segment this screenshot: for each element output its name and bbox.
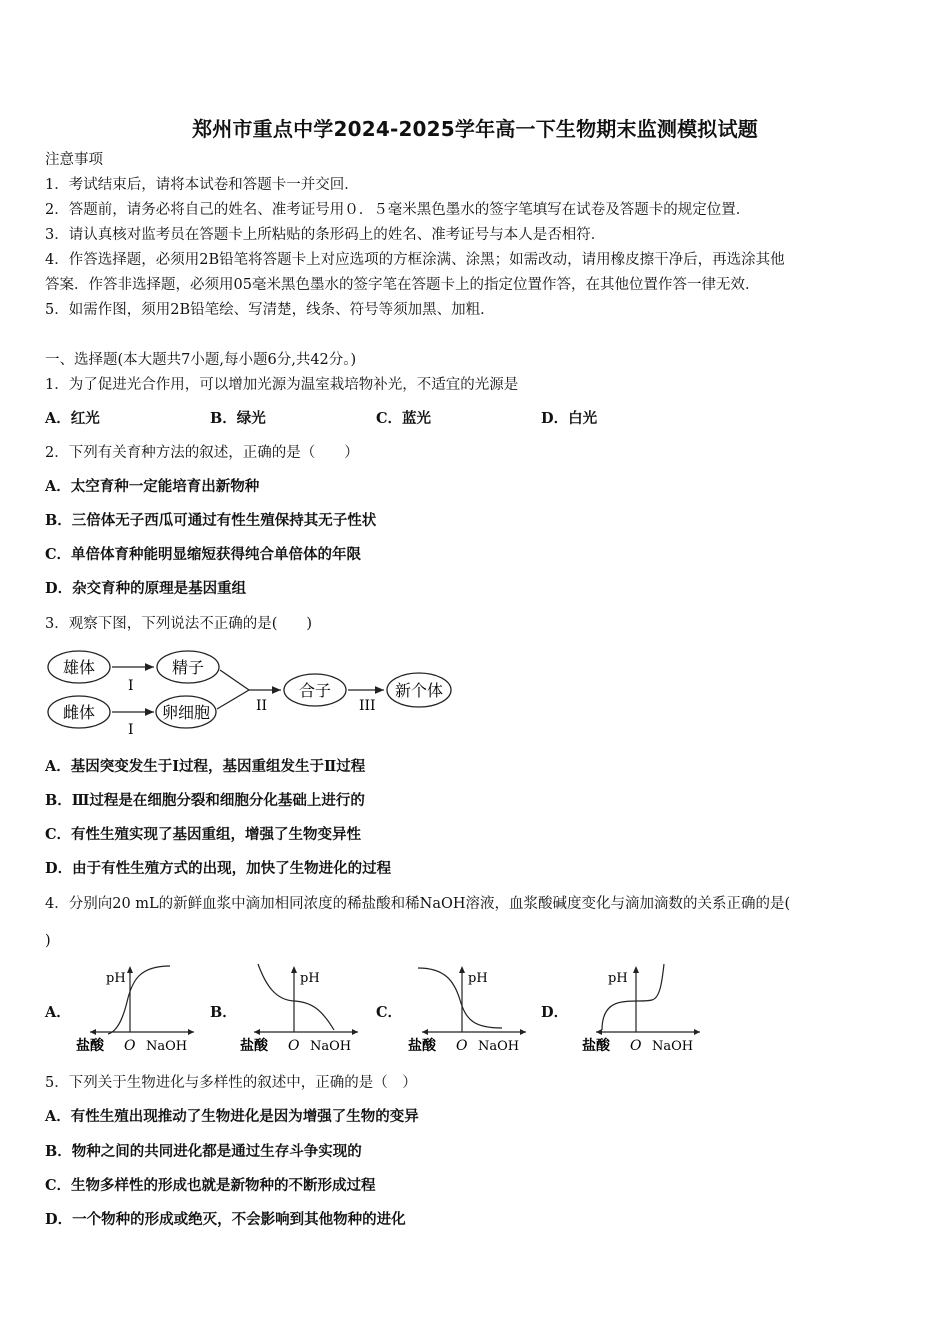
curve [258,964,334,1030]
option-a: A．有性生殖出现推动了生物进化是因为增强了生物的变异 [45,1108,419,1125]
question-stem: 1．为了促进光合作用，可以增加光源为温室栽培物补光，不适宜的光源是 [45,377,519,393]
x-left-label: 盐酸 [240,1038,268,1054]
y-axis-label: pH [300,971,320,986]
question-stem-end: ) [45,933,51,949]
option-a: A．太空育种一定能培育出新物种 [45,478,260,495]
x-right-label: NaOH [478,1039,520,1054]
graph-c [404,962,534,1054]
question-stem: 5．下列关于生物进化与多样性的叙述中，正确的是（ ） [45,1075,417,1091]
notice-item: 答案．作答非选择题，必须用05毫米黑色墨水的签字笔在答题卡上的指定位置作答，在其他位置作答一律无效． [45,277,760,293]
page-title: 郑州市重点中学2024-2025学年高一下生物期末监测模拟试题 [192,117,758,141]
curve [418,968,502,1028]
step-label: II [256,698,268,714]
newbody-label: 新个体 [394,681,444,700]
option-c: C． [376,1004,403,1021]
option-a: A．红光 [45,410,100,427]
egg-label: 卵细胞 [161,703,211,722]
x-right-label: NaOH [652,1039,694,1054]
y-axis-label: pH [106,971,126,986]
option-b: B．Ⅲ过程是在细胞分裂和细胞分化基础上进行的 [45,792,365,809]
option-d: D．一个物种的形成或绝灭，不会影响到其他物种的进化 [45,1211,406,1228]
y-axis-label: pH [608,971,628,986]
graph-a [72,962,202,1054]
option-d: D．白光 [541,410,598,427]
x-right-label: NaOH [310,1039,352,1054]
question-stem: 3．观察下图，下列说法不正确的是( ) [45,616,313,632]
origin-label: O [288,1038,300,1054]
option-b: B．三倍体无子西瓜可通过有性生殖保持其无子性状 [45,512,377,529]
origin-label: O [630,1038,642,1054]
option-c: C．单倍体育种能明显缩短获得纯合单倍体的年限 [45,546,362,563]
question-stem: 4．分别向20 mL的新鲜血浆中滴加相同浓度的稀盐酸和稀NaOH溶液，血浆酸碱度变化与滴加滴数的关系正确的是( [45,896,791,912]
notice-item: 4．作答选择题，必须用2B铅笔将答题卡上对应选项的方框涂满、涂黑；如需改动，请用橡皮擦干净后，再选涂其他 [45,252,785,268]
option-d: D．由于有性生殖方式的出现，加快了生物进化的过程 [45,860,392,877]
step-label: I [128,722,134,738]
x-left-label: 盐酸 [76,1038,104,1054]
option-c: C．生物多样性的形成也就是新物种的不断形成过程 [45,1177,376,1194]
option-c: C．有性生殖实现了基因重组，增强了生物变异性 [45,826,362,843]
origin-label: O [124,1038,136,1054]
notice-item: 5．如需作图，须用2B铅笔绘、写清楚，线条、符号等须加黑、加粗． [45,302,495,318]
notice-item: 3．请认真核对监考员在答题卡上所粘贴的条形码上的姓名、准考证号与本人是否相符． [45,227,606,243]
option-a: A． [45,1004,71,1021]
y-axis-label: pH [468,971,488,986]
x-right-label: NaOH [146,1039,188,1054]
reproduction-diagram [44,646,464,742]
origin-label: O [456,1038,468,1054]
x-left-label: 盐酸 [408,1038,436,1054]
sperm-label: 精子 [171,658,205,677]
section-heading: 一、选择题(本大题共7小题,每小题6分,共42分。) [45,352,357,368]
graph-d [578,962,708,1054]
notice-item: 1．考试结束后，请将本试卷和答题卡一并交回． [45,177,359,193]
male-label: 雄体 [62,658,96,677]
option-d: D．杂交育种的原理是基因重组 [45,580,247,597]
option-b: B．绿光 [210,410,266,427]
option-b: B． [210,1004,237,1021]
option-c: C．蓝光 [376,410,432,427]
x-left-label: 盐酸 [582,1038,610,1054]
female-label: 雌体 [62,703,96,722]
option-b: B．物种之间的共同进化都是通过生存斗争实现的 [45,1143,362,1160]
option-d: D． [541,1004,569,1021]
step-label: I [128,678,134,694]
notice-item: 2．答题前，请务必将自己的姓名、准考证号用０．５毫米黑色墨水的签字笔填写在试卷及答题卡的规定位置． [45,202,751,218]
step-label: III [359,698,376,714]
graph-b [236,962,366,1054]
zygote-label: 合子 [298,681,332,700]
option-a: A．基因突变发生于Ⅰ过程，基因重组发生于Ⅱ过程 [45,758,366,775]
question-stem: 2．下列有关育种方法的叙述，正确的是（ ） [45,445,359,461]
notice-heading: 注意事项 [45,152,103,168]
